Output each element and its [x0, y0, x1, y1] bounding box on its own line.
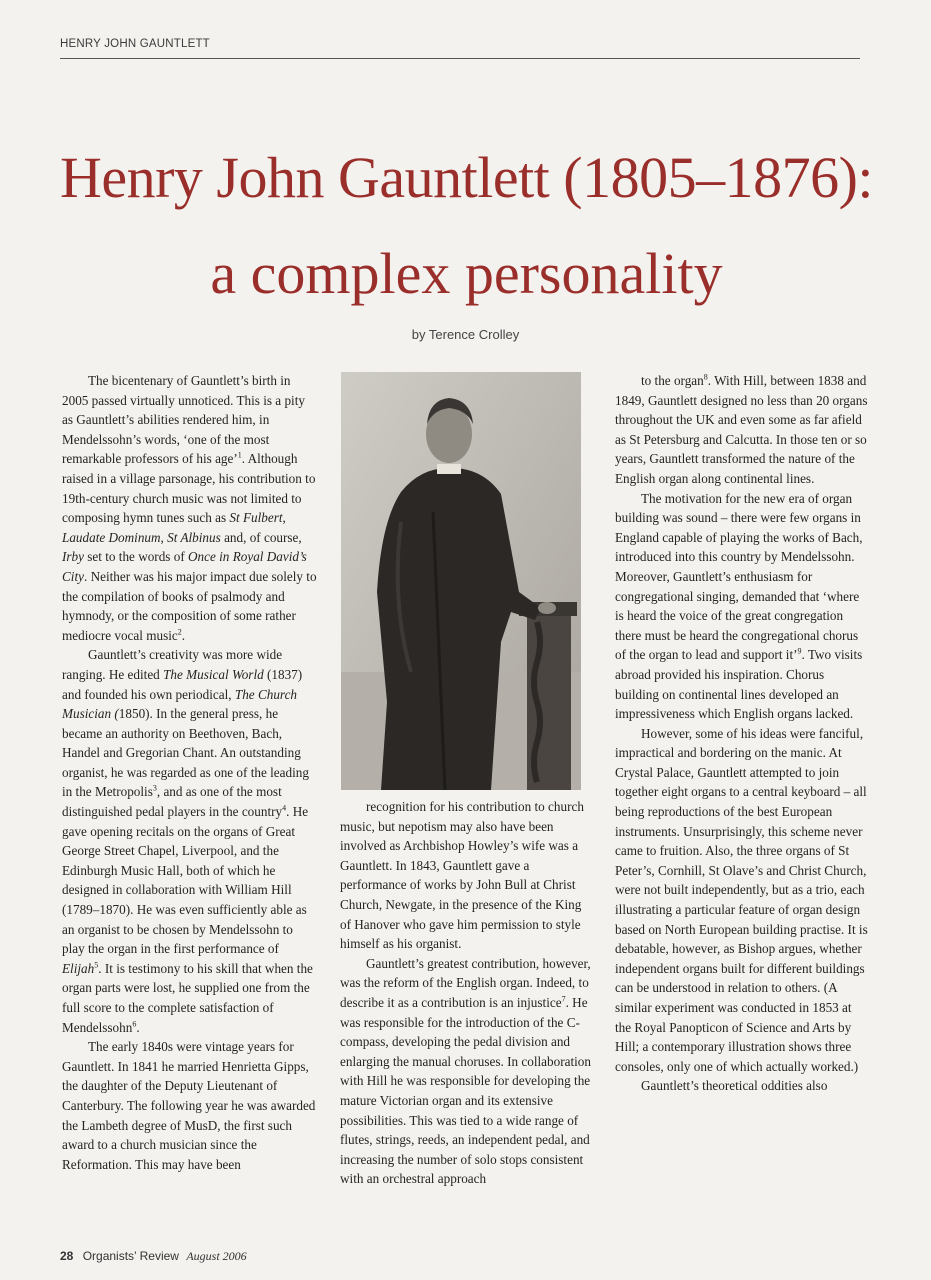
paragraph: The motivation for the new era of organ building was sound – there were few organs in England capable of playing the works of Bach, introduced into this country by Mendelssohn. Moreover, Gauntlett’s enthusiasm for congregational singing, demanded that ‘where is heard the voice of the great congregation there must be heard the congregational chorus of the organ to lead and support it’$^9$. Two visits abroad provided his inspiration. Chorus building on continental lines developed an impressiveness which English organs lacked. [615, 490, 863, 722]
paragraph: However, some of his ideas were fanciful, impractical and bordering on the manic. At Crystal Palace, Gauntlett attempted to join together eight organs to a central keyboard – all being reproductions of the best European instruments. Unsurprisingly, this scheme never came to fruition. Also, the three organs of St Peter’s, Cornhill, St Olave’s and Christ Church, were not built independently, but as a trio, each illustrating a particular feature of organ design based on North European building practise. It is debatable, however, as Bishop argues, whether independent organs built for different buildings can be understood in relation to others. (A similar experiment was conducted in 1853 at the Royal Panopticon of Science and Arts by Hill; a contemporary illustration shows three consoles, only one of which actually worked.) [615, 725, 868, 1074]
paragraph: to the organ$^8$. With Hill, between 1838 and 1849, Gauntlett designed no less than 20 organs throughout the UK and even some as far afield as St Petersburg and Calcutta. In those ten or so years, Gauntlett transformed the nature of the English organ along continental lines. [615, 372, 868, 486]
paragraph: The early 1840s were vintage years for Gauntlett. In 1841 he married Henrietta Gipps, the daughter of the Deputy Lieutenant of Canterbury. The following year he was awarded the Lambeth degree of MusD, the first such award to a church musician since the Reformation. This may have been [62, 1039, 316, 1172]
article-title-line-1: Henry John Gauntlett (1805–1876): [59, 145, 874, 210]
portrait-photo-icon [341, 372, 581, 790]
portrait-photo [341, 372, 581, 790]
paragraph: Gauntlett’s theoretical oddities also [641, 1078, 828, 1094]
paragraph: Gauntlett’s greatest contribution, however, was the reform of the English organ. Indeed, to describe it as a contribution is an injustice$^7$. He was responsible for the introduction of the C-compass, developing the pedal division and enlarging the manual choruses. In collaboration with Hill he was responsible for developing the mature Victorian organ and its extensive possibilities. This was tied to a wide range of flutes, strings, reeds, an independent pedal, and increasing the number of solo stops consistent with an orchestral approach [340, 955, 591, 1187]
issue-date: August 2006 [186, 1249, 247, 1263]
paragraph: The bicentenary of Gauntlett’s birth in 2005 passed virtually unnoticed. This is a pity as Gauntlett’s abilities rendered him, in Mendelssohn’s words, ‘one of the most remarkable professors of his age’$^1$. Although raised in a village parsonage, his contribution to 19th-century church music was not limited to composing hymn tunes such as St Fulbert, Laudate Dominum, St Albinus and, of course, Irby set to the words of Once in Royal David’s City. Neither was his major impact due solely to the compilation of books of psalmody and hymnody, or the composition of some rather mediocre vocal music$^2$. [62, 373, 317, 643]
running-head: HENRY JOHN GAUNTLETT [60, 38, 210, 50]
article-title-line-2: a complex personality [210, 241, 723, 306]
byline: by Terence Crolley [411, 327, 520, 342]
column-1 [62, 371, 317, 1174]
journal-name: Organists’ Review [82, 1249, 179, 1263]
column-2 [340, 797, 595, 1189]
paragraph: Gauntlett’s creativity was more wide ranging. He edited The Musical World (1837) and founded his own periodical, The Church Musician (1850). In the general press, he became an authority on Beethoven, Bach, Handel and Gregorian Chant. An outstanding organist, he was regarded as one of the leading in the Metropolis$^3$, and as one of the most distinguished pedal players in the country$^4$. He gave opening recitals on the organs of Great George Street Chapel, Liverpool, and the Edinburgh Music Hall, both of which he designed in collaboration with William Hill (1789–1870). He was even sufficiently able as an organist to be chosen by Mendelssohn to play the organ in the first performance of Elijah$^5$. It is testimony to his skill that when the organ parts were lost, he supplied one from the full score to the complete satisfaction of Mendelssohn$^6$. [62, 647, 313, 1035]
paragraph: recognition for his contribution to church music, but nepotism may also have been involved as Archbishop Howley’s wife was a Gauntlett. In 1843, Gauntlett gave a performance of works by John Bull at Christ Church, Newgate, in the presence of the King of Hanover who gave him permission to style himself as his organist. [340, 799, 584, 952]
page-number: 28 [60, 1249, 74, 1263]
page-footer [60, 1249, 247, 1264]
column-3 [615, 371, 870, 1096]
header-rule [60, 58, 860, 59]
